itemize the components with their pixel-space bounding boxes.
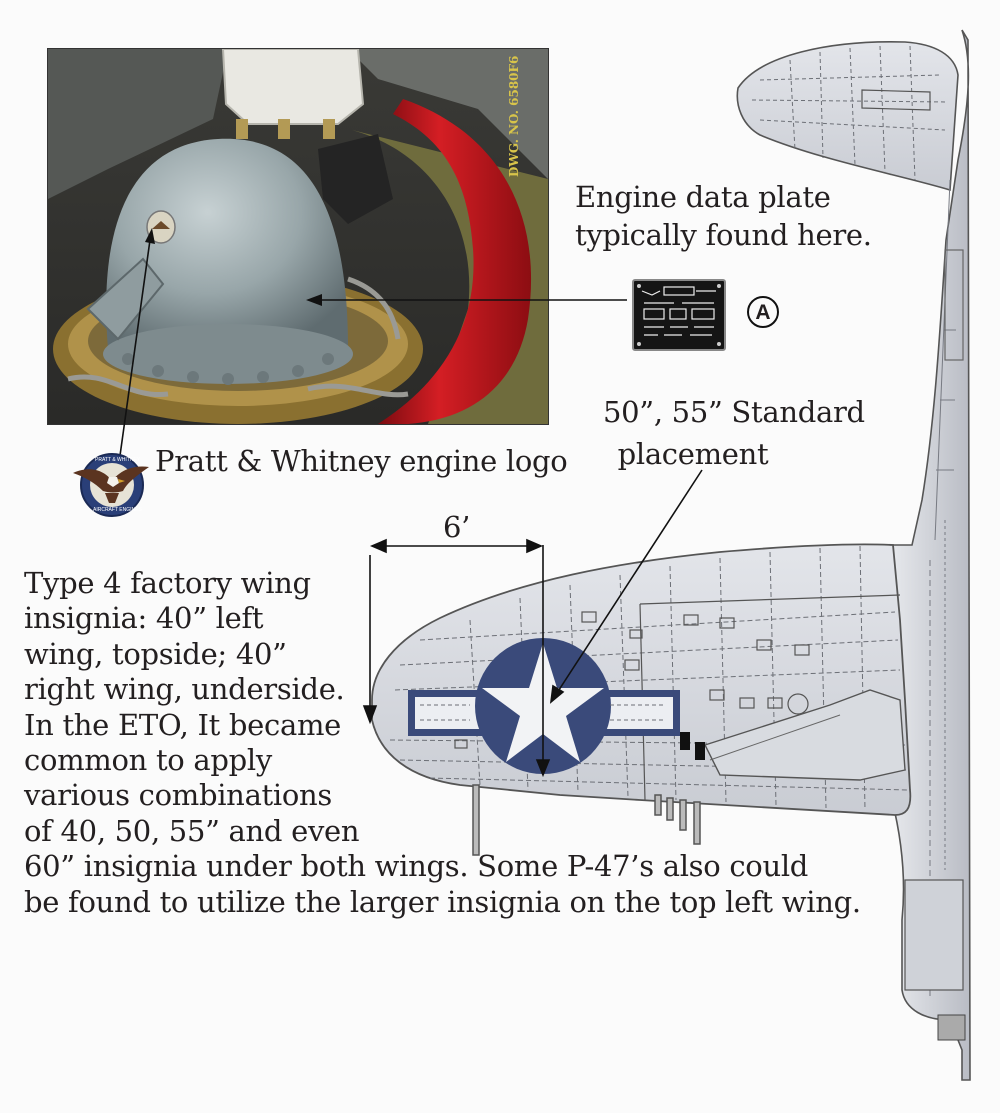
standard-placement-caption (603, 395, 865, 471)
body-text-line: of 40, 50, 55” and even (24, 813, 360, 848)
dimension-label: 6’ (443, 510, 471, 544)
body-text-line: various combinations (24, 778, 333, 813)
photo-stamp-text: DWG. NO. 6580F6 (507, 55, 521, 177)
engine-data-plate (632, 279, 726, 351)
logo-ring-text-top: PRATT & WHITNEY (95, 457, 141, 463)
data-plate-markings (634, 281, 724, 349)
body-text-line: wing, topside; 40” (24, 636, 287, 671)
body-text-line: Type 4 factory wing (24, 566, 311, 600)
callout-marker-a (747, 296, 779, 328)
body-text-line: common to apply (24, 743, 272, 778)
body-text-line: be found to utilize the larger insignia on the top left wing. (24, 884, 861, 919)
engine-plate-caption-line2: typically found here. (575, 218, 872, 252)
body-text-line: 60” insignia under both wings. Some P-47’s also could (24, 849, 809, 884)
pratt-whitney-logo (71, 447, 149, 521)
engine-plate-caption-line1: Engine data plate (575, 180, 831, 214)
logo-ring-text-bottom: AIRCRAFT ENGINES (93, 507, 142, 513)
body-text-line: insignia: 40” left (24, 601, 264, 636)
insignia-description (24, 566, 861, 920)
engine-plate-caption (575, 180, 872, 252)
standard-placement-line1: 50”, 55” Standard (603, 395, 865, 429)
body-text-line: right wing, underside. (24, 672, 345, 707)
standard-placement-line2: placement (617, 437, 769, 471)
callout-letter: A (755, 300, 771, 324)
body-text-line: In the ETO, It became (24, 707, 342, 742)
logo-caption: Pratt & Whitney engine logo (155, 444, 568, 478)
